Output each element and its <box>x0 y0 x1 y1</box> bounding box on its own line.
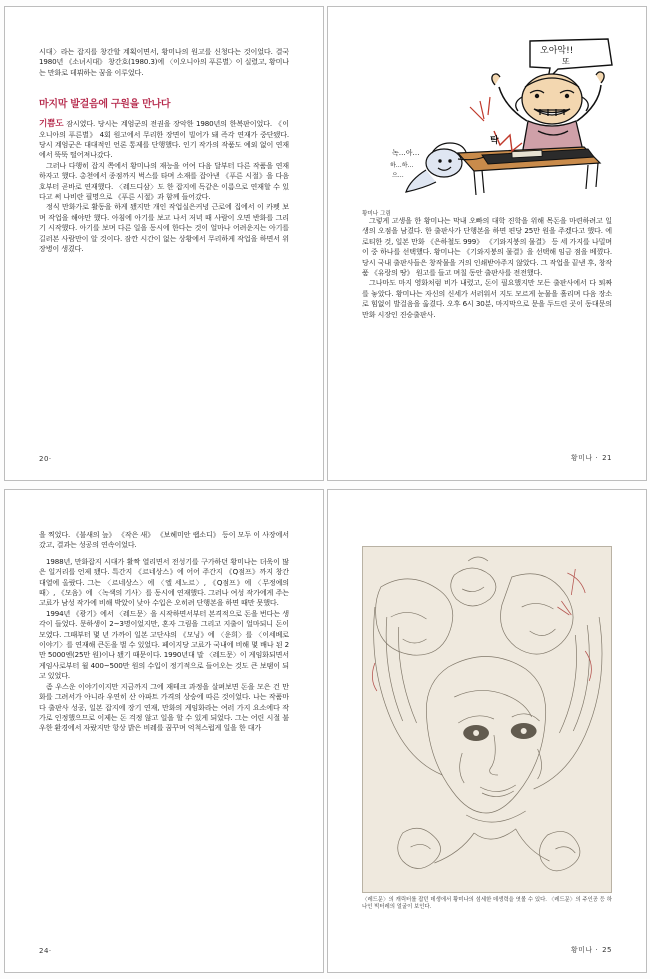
section-heading: 마지막 발걸음에 구원을 만나다 <box>39 99 171 111</box>
svg-text:녹…아…: 녹…아… <box>392 149 420 157</box>
page-25 <box>327 489 647 973</box>
sketch-svg <box>363 547 611 892</box>
folio-number: 25 <box>602 946 612 954</box>
cartoon-table <box>458 147 600 195</box>
folio-number: 24 <box>39 947 49 955</box>
page-20-content <box>5 7 323 480</box>
illustration-caption: 황미나 그림 <box>362 211 391 217</box>
paragraph: 좀 우스운 이야기이지만 지금까지 그에 재테크 과정을 살펴보면 돈을 모은 건 만화를 그려서가 아니라 우연히 산 아파트 가격의 상승에 따른 것이었다. 나는 작품마다 출판사 성공, 일본 잡지에 장기 연재, 만화의 게임화라는 여러 가지 요소에다 작가로 인정했으므로 이제는 돈 걱정 않고 일을 할 수 있게 되었다. 그는 어린 시절 불우한 환경에서 자랐지만 항상 밝은 비레를 꿈꾸며 억척스럽게 일을 한 대가 <box>39 681 289 733</box>
paragraph: 그렇게 고생을 한 황미나는 막내 오빠의 대학 진학을 위해 목돈을 마련하려고 일생의 오점을 남겼다. 한 출판사가 단행본을 하면 편당 25만 원을 주겠다고 했다. 에로티한 것, 일본 만화 《은하철도 999》 《기와지붕의 물결》 등 세 가지를 나밀며 이 중 하나를 선택했다. 황미나는 《기와지붕의 물결》을 선택해 임금 점을 베꼈다. 당시 국내 출판사들은 창작물을 거의 인쇄받아주지 않았다. 그 작업을 끝낸 후, 창작품 《유랑의 땅》 원고를 들고 며칠 동안 출판사를 전전했다. <box>362 216 612 278</box>
cartoon-illustration <box>362 35 612 217</box>
cartoon-svg <box>362 35 614 207</box>
page-25-content <box>328 490 646 972</box>
folio-label: 황미나 · <box>570 946 599 954</box>
page-20 <box>4 6 324 481</box>
paragraph: 그나마도 마지 영화처럼 비가 내렸고, 돈이 필요했지만 모든 출판사에서 다 퇴짜를 놓았다. 황미나는 자신의 신세가 서러워서 지도 모르게 눈물을 흘리며 다음 장소로 힘없이 발걸음을 옮겼다. 오후 6시 30분, 마지막으로 문을 두드린 곳이 동대문의 만화 시장인 진승출판사. <box>362 278 612 319</box>
page-21-content <box>328 7 646 480</box>
svg-text:또: 또 <box>562 57 570 66</box>
page-number-24: 24· <box>39 947 52 955</box>
folio-label: 황미나 · <box>570 454 599 462</box>
svg-text:하…하…: 하…하… <box>390 162 414 169</box>
paragraph-dropcap <box>39 119 289 161</box>
page-number-21 <box>571 453 612 463</box>
sketch-caption: 〈레드문〉의 캐릭터를 잡던 데생에서 황미나의 섬세한 데생력을 엿볼 수 있다. 〈레드문〉의 주인공 등 하나인 빅터레의 얼굴이 보인다. <box>362 897 612 911</box>
page-21 <box>327 6 647 481</box>
sketch-illustration <box>362 546 612 893</box>
paragraph: 1994년 《광기》에서 〈레드문〉을 시작하면서부터 본격적으로 돈을 번다는 생각이 들었다. 문하생이 2~3명이었지만, 혼자 그림을 그리고 지출이 얼마되니 돈이 모였다. 그때부터 몇 년 가까이 일본 고단샤의 《모닝》에 〈운희〉를 〈이세베로 이야기〉를 연재해 큰돈을 벌 수 있었다. 페이지당 고료가 국내에 비해 몇 배나 된 2만 5000엔(25만 원)이나 됐기 때문이다. 1990년대 말 〈레드문〉이 게임화되면서 게임사로부터 월 400~500만 원의 수입이 정기적으로 들어오는 것도 큰 보탬이 되고 있었다. <box>39 608 289 681</box>
svg-text:오아악!!: 오아악!! <box>540 46 574 56</box>
paragraph-text: 잠시였다. 당시는 계엄군의 전권을 장악한 1980년의 한복판이었다. 《이오니아의 푸른별》 4회 원고에서 무리한 장면이 빌어가 돼 즉각 연재가 중단됐다. 당시 계엄군은 대대적인 언론 통제를 단행했다. 인기 작가의 작품도 예외 없이 연재에서 뚝뚝 떨어져나갔다. <box>39 119 289 160</box>
cartoon-man <box>492 72 604 161</box>
paragraph: 1988년, 만화잡지 시대가 활짝 열리면서 전성기를 구가하던 황미나는 더욱이 많은 일거리를 언제 됐다. 특간지 《르네상스》에 어어 주간지 《Q점프》까지 창간 대열에 올랐다. 그는 〈르네상스〉에 〈엘 세노르〉, 《Q점프》에 〈무정예의 때〉, 《모음》에 〈녹색의 기사〉를 동시에 연재했다. 그러나 여성 작가에게 주는 고료가 남성 작가에 비해 박았이 낮아 수입은 오히려 단행본을 하면 때만 못했다. <box>39 556 289 608</box>
page-20-body-2 <box>39 119 289 254</box>
folio-number: 21 <box>602 454 612 462</box>
folio-number: 20 <box>39 455 49 463</box>
page-24-body <box>39 530 289 734</box>
svg-text:으…: 으… <box>392 172 404 179</box>
paragraph: 시대〉라는 잡지를 창간할 계획이면서, 황미나의 원고를 신청다는 것이었다. 결국 1980년 《소녀시대》 창간호(1980.3)에 〈이오니아의 푸른별〉이 실렸고, 황미나는 만화로 데뷔하는 꿈을 이루었다. <box>39 47 289 77</box>
page-24 <box>4 489 324 973</box>
svg-text:탁: 탁 <box>490 136 499 146</box>
page-number-25 <box>571 945 612 955</box>
page-24-content <box>5 490 323 972</box>
dropcap-word: 기쁨도 <box>39 119 64 130</box>
page-number-20: 20· <box>39 455 52 463</box>
paragraph: 정식 만화가로 활동을 하게 됐지만 개인 작업실은커녕 근로에 집에서 이 카펫 보며 작업을 해야만 했다. 아침에 아기를 보고 나서 저녁 때 사람이 오면 반화를 그리기 시작했다. 아기를 보며 다른 일을 동시에 한다는 것이 얼마나 어려운지는 아기를 길러본 사람만이 알 것이다. 잠깐 시간이 없는 상황에서 무리하게 작업을 하면서 위장병이 생겼다. <box>39 202 289 254</box>
paragraph: 그러나 다행히 잡지 쪽에서 황미나의 재능을 어여 다음 달부터 다른 작품을 연재하자고 했다. 총천에서 종점까지 벅스를 타며 소재를 잡아낸 《푸른 시절》을 다음 호부터 곧바로 연재했다. 〈레드디삼〉도 한 잡지에 독같은 이름으로 연재할 수 있다고 써 나비란 필명으로 《푸른 시절》과 함께 들어갔다. <box>39 160 289 202</box>
page-21-body <box>362 216 612 320</box>
page-20-body <box>39 47 289 78</box>
paragraph: 을 찍었다. 《불새의 늪》 《작은 새》 《보헤미안 랩소디》 등이 모두 이 사장에서 갔고, 결과는 성공의 연속이었다. <box>39 530 289 550</box>
